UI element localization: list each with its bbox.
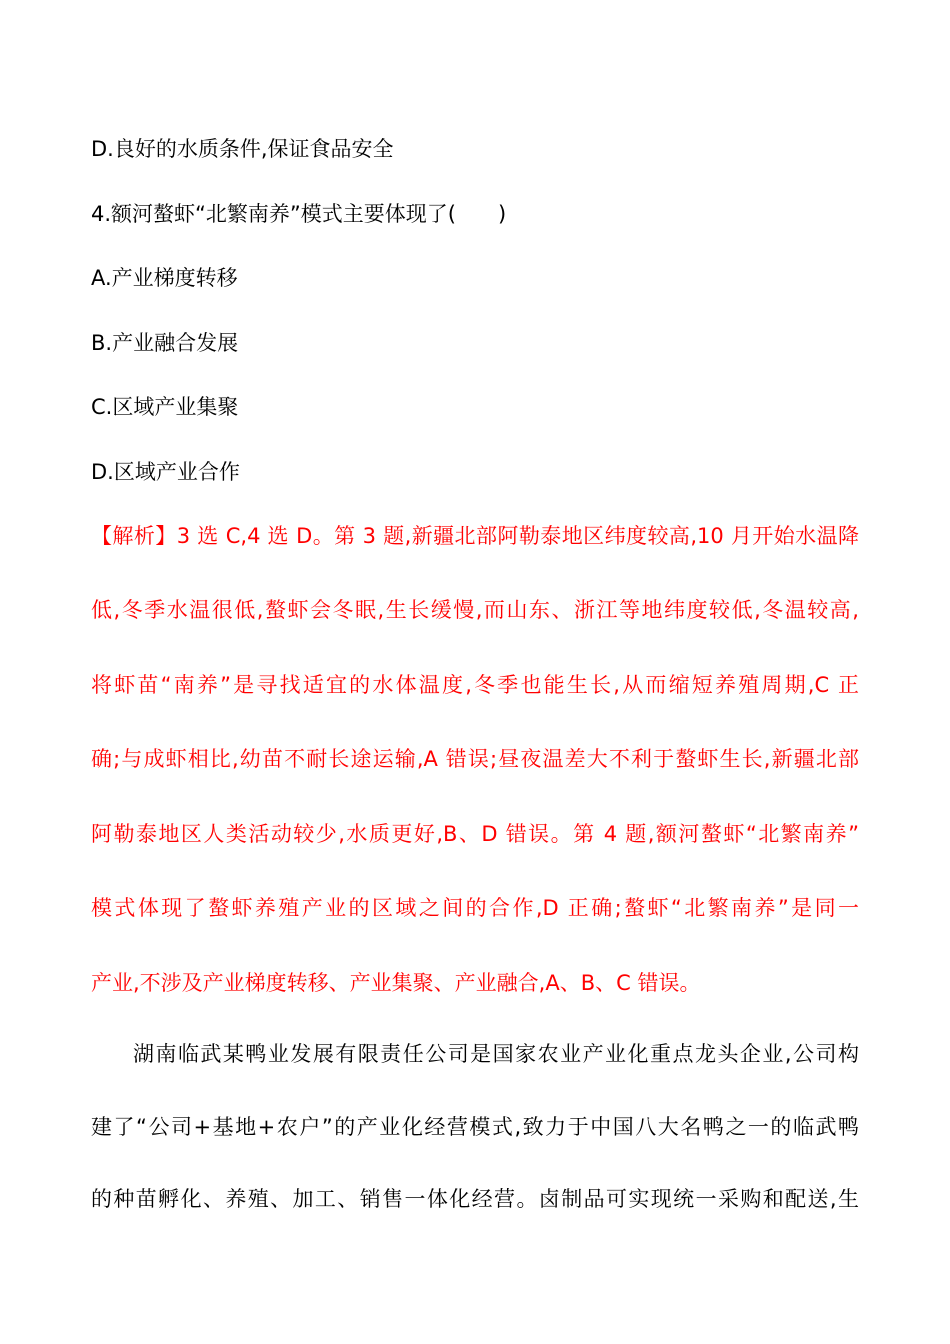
passage-line: 湖南临武某鸭业发展有限责任公司是国家农业产业化重点龙头企业,公司构 [133,1042,859,1066]
q4-option-b: B.产业融合发展 [91,331,239,355]
passage-line: 建了“公司+基地+农户”的产业化经营模式,致力于中国八大名鸭之一的临武鸭 [91,1115,859,1139]
q4-option-d: D.区域产业合作 [91,460,240,484]
q4-option-a: A.产业梯度转移 [91,266,238,290]
q3-option-d: D.良好的水质条件,保证食品安全 [91,137,394,161]
q4-stem: 4.额河螯虾“北繁南养”模式主要体现了( ) [91,202,507,226]
analysis-line: 【解析】3 选 C,4 选 D。第 3 题,新疆北部阿勒泰地区纬度较高,10 月开始水温降 [91,524,859,548]
analysis-line: 确;与成虾相比,幼苗不耐长途运输,A 错误;昼夜温差大不利于螯虾生长,新疆北部 [91,747,859,771]
analysis-line: 将虾苗“南养”是寻找适宜的水体温度,冬季也能生长,从而缩短养殖周期,C 正 [91,673,859,697]
passage-line: 的种苗孵化、养殖、加工、销售一体化经营。卤制品可实现统一采购和配送,生 [91,1187,859,1211]
analysis-line: 阿勒泰地区人类活动较少,水质更好,B、D 错误。第 4 题,额河螯虾“北繁南养” [91,822,859,846]
analysis-line: 低,冬季水温很低,螯虾会冬眠,生长缓慢,而山东、浙江等地纬度较低,冬温较高, [91,598,859,622]
q4-option-c: C.区域产业集聚 [91,395,239,419]
analysis-line: 产业,不涉及产业梯度转移、产业集聚、产业融合,A、B、C 错误。 [91,971,701,995]
analysis-line: 模式体现了螯虾养殖产业的区域之间的合作,D 正确;螯虾“北繁南养”是同一 [91,896,859,920]
